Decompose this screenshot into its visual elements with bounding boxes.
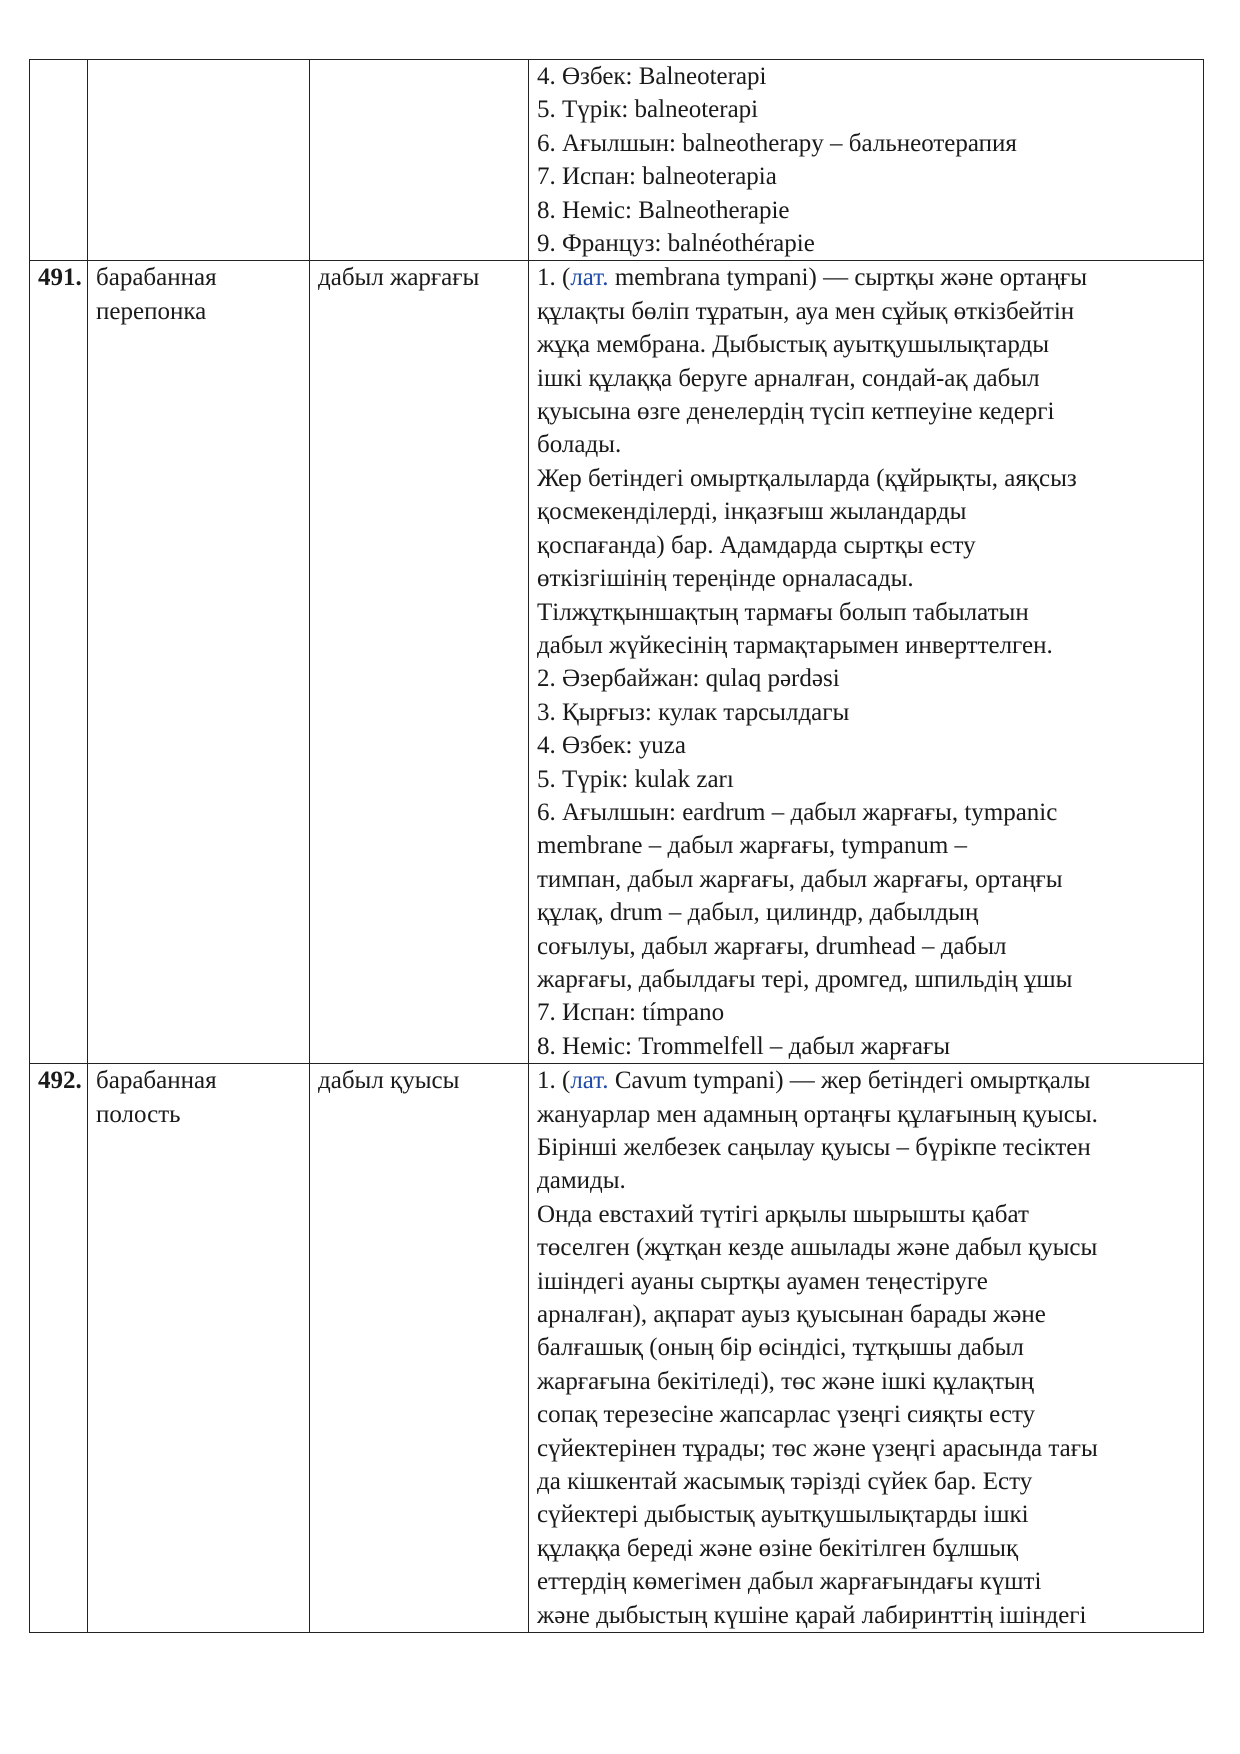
definition-line: 4. Өзбек: Balneoterapi [537,63,767,90]
russian-term [88,60,310,261]
definition-line: құлақ, drum – дабыл, цилиндр, дабылдың [537,899,979,927]
definition-line: өткізгішінің тереңінде орналасады. [537,565,914,593]
definition-line: 3. Қырғыз: кулак тарсылдагы [537,698,850,726]
latin-abbrev: лат. [570,264,609,292]
table-row [30,261,1204,1064]
definition-line: дамиды. [537,1167,626,1195]
definition-first-line [537,261,1195,294]
definition-line: жарғағына бекітіледі), төс және ішкі құлақтың [537,1367,1035,1395]
definition-line: 5. Түрік: kulak zarı [537,765,734,793]
definition-line: 7. Испан: tímpano [537,999,725,1027]
definition-line: болады. [537,431,622,459]
definition-line: Тілжұтқыншақтың тармағы болып табылатын [537,598,1029,626]
kazakh-term: дабыл жарғағы [310,261,529,1064]
definition-line: қуысына өзге денелердің түсіп кетпеуіне кедергі [537,398,1055,426]
row-number: 492. [30,1064,88,1633]
definition-line: 8. Неміс: Trommelfell – дабыл жарғағы [537,1032,951,1060]
russian-term-line: полость [96,1100,181,1128]
definition-line: membrane – дабыл жарғағы, tympanum – [537,832,968,860]
definition-line: тимпан, дабыл жарғағы, дабыл жарғағы, ортаңғы [537,865,1063,893]
definition-line: құлақты бөліп тұратын, ауа мен сұйық өткізбейтін [537,297,1075,325]
definition-rest: membrana tympani) — сыртқы және ортаңғы [608,264,1088,292]
definition-line: және дыбыстың күшіне қарай лабиринттің ішіндегі [537,1601,1087,1629]
definition [529,1064,1204,1633]
table-row [30,60,1204,261]
russian-term-line: перепонка [96,297,207,325]
definition-line: еттердің көмегімен дабыл жарғағындағы күшті [537,1568,1042,1596]
definition-prefix: 1. ( [537,264,571,292]
definition-line: сопақ терезесіне жапсарлас үзеңгі сияқты есту [537,1401,1036,1429]
definition-line: ішкі құлаққа беруге арналған, сондай-ақ дабыл [537,364,1040,392]
definition-line: 6. Ағылшын: balneotherapy – бальнеотерапия [537,129,1017,157]
row-number [30,60,88,261]
definition-line: 7. Испан: balneoterapia [537,163,777,191]
definition-line: қоспағанда) бар. Адамдарда сыртқы есту [537,531,976,559]
definition-line: 2. Әзербайжан: qulaq pərdəsi [537,665,840,693]
definition-line: қосмекенділерді, інқазғыш жыландарды [537,498,967,526]
definition-line: балғашық (оның бір өсіндісі, тұтқышы дабыл [537,1334,1024,1362]
definition-line: ішіндегі ауаны сыртқы ауамен теңестіруге [537,1267,988,1295]
definition-line: 5. Түрік: balneoterapi [537,96,759,124]
russian-term-line: барабанная [96,264,217,292]
definition-line: жануарлар мен адамның ортаңғы құлағының қуысы. [537,1100,1098,1128]
definition-line: дабыл жүйкесінің тармақтарымен инверттелген. [537,631,1053,659]
terms-table [29,59,1204,1633]
definition-line: құлаққа береді және өзіне бекітілген бұлшық [537,1534,1019,1562]
russian-term [88,1064,310,1633]
definition-line: төселген (жұтқан кезде ашылады және дабыл қуысы [537,1234,1098,1262]
definition-line: Жер бетіндегі омыртқалыларда (құйрықты, аяқсыз [537,464,1077,492]
latin-abbrev: лат. [570,1067,609,1095]
row-number: 491. [30,261,88,1064]
definition-line: сүйектері дыбыстық ауытқушылықтарды ішкі [537,1501,1029,1529]
definition-line: да кішкентай жасымық тәрізді сүйек бар. Есту [537,1468,1033,1496]
definition-rest: Cavum tympani) — жер бетіндегі омыртқалы [608,1067,1091,1095]
definition-line: 9. Француз: balnéothérapie [537,230,815,258]
table-row [30,1064,1204,1633]
russian-term [88,261,310,1064]
definition-prefix: 1. ( [537,1067,571,1095]
definition-line: 6. Ағылшын: eardrum – дабыл жарғағы, tympanic [537,798,1058,826]
russian-term-line: барабанная [96,1067,217,1095]
definition-line: 8. Неміс: Balneotherapie [537,196,790,224]
definition-line: 4. Өзбек: yuza [537,732,686,760]
definition [529,261,1204,1064]
definition [529,60,1204,261]
definition-line: жұқа мембрана. Дыбыстық ауытқушылықтарды [537,331,1050,359]
definition-line: Бірінші желбезек саңылау қуысы – бүрікпе тесіктен [537,1134,1091,1161]
kazakh-term: дабыл қуысы [310,1064,529,1633]
kazakh-term [310,60,529,261]
definition-line: соғылуы, дабыл жарғағы, drumhead – дабыл [537,932,1007,960]
definition-line: сүйектерінен тұрады; төс және үзеңгі арасында тағы [537,1434,1098,1462]
definition-line: Онда евстахий түтігі арқылы шырышты қабат [537,1200,1029,1228]
definition-first-line [537,1064,1195,1097]
definition-line: арналған), ақпарат ауыз қуысынан барады және [537,1301,1046,1329]
definition-line: жарғағы, дабылдағы тері, дромгед, шпильдің ұшы [537,965,1073,993]
